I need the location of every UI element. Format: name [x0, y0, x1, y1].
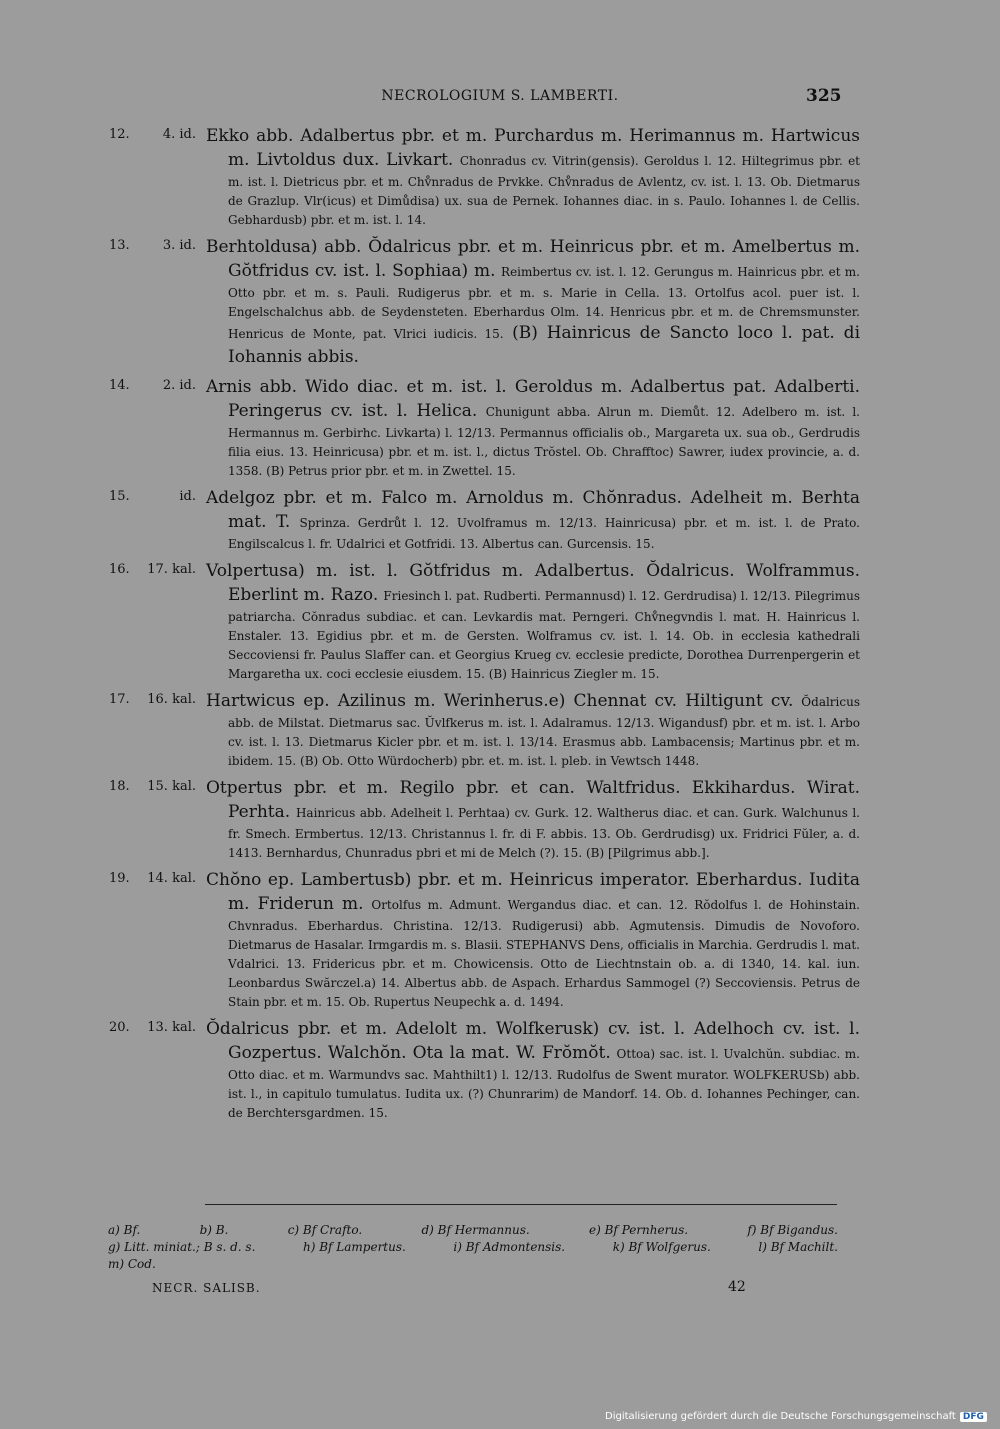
entry-number: 14. — [109, 378, 130, 393]
entry-main-names: Arnis abb. Wido diac. et m. ist. l. Geroldus m. Adalbertus pat. Adalberti. Peringerus cv. ist. l. Helica. — [206, 377, 860, 421]
entry-number: 13. — [109, 238, 130, 253]
footnotes — [108, 1222, 838, 1273]
entry-additions: Chonradus cv. Vitrin(gensis). Geroldus l. 12. Hiltegrimus pbr. et m. ist. l. Dietricus pbr. et m. Chv̊nradus de Prvkke. Chv̊nradus de Avlentz, cv. ist. l. 13. Ob. Dietmarus de Grazlup. Vlr(icus) et Dimůdisa) ux. sua de Pernek. Iohannes diac. in s. Paulo. Iohannes l. de Cellis. Gebhardusb) pbr. et m. ist. l. 14. — [228, 154, 860, 227]
entry-date: 4. id. — [162, 127, 196, 142]
footnote-divider — [205, 1204, 837, 1205]
footnote: h) Bf Lampertus. — [302, 1240, 406, 1254]
entry-text — [206, 776, 860, 862]
entry-date: 16. kal. — [147, 692, 196, 707]
entry-16 — [0, 559, 1000, 683]
entry-date: id. — [179, 489, 196, 504]
footnote: a) Bf. — [108, 1223, 141, 1237]
entry-main-names: Volpertusa) m. ist. l. Gŏtfridus m. Adalbertus. Ŏdalricus. Wolframmus. Eberlint m. Razo. — [206, 561, 860, 605]
footnote-row — [108, 1256, 838, 1273]
entry-main-names: Hartwicus ep. Azilinus m. Werinherus.e) Chennat cv. Hiltigunt cv. — [206, 691, 794, 711]
entry-12 — [0, 124, 1000, 229]
entry-date: 3. id. — [162, 238, 196, 253]
entry-later-addition: (B) Hainricus de Sancto loco l. pat. di Iohannis abbis. — [228, 323, 860, 367]
entry-number: 18. — [109, 779, 130, 794]
entry-additions: Ŏdalricus abb. de Milstat. Dietmarus sac. Ŭvlfkerus m. ist. l. Adalramus. 12/13. Wigandusf) pbr. et m. ist. l. Arbo cv. ist. l. 13. Dietmarus Kicler pbr. et m. ist. l. 13/14. Erasmus abb. Lambacensis; Martinus pbr. et m. ibidem. 15. (B) Ob. Otto Würdocherb) pbr. et. m. ist. l. pleb. in Vewtsch 1448. — [228, 695, 860, 768]
sheet-number: 42 — [728, 1279, 746, 1295]
dfg-credit-text: Digitalisierung gefördert durch die Deutsche Forschungsgemeinschaft — [605, 1411, 956, 1422]
footnote: f) Bf Bigandus. — [747, 1223, 838, 1237]
footnote: b) B. — [199, 1223, 229, 1237]
entry-text — [206, 124, 860, 229]
entry-date: 13. kal. — [147, 1020, 196, 1035]
entry-text — [206, 689, 860, 770]
entry-main-names: Berhtoldusa) abb. Ŏdalricus pbr. et m. Heinricus pbr. et m. Amelbertus m. Gŏtfridus cv. ist. l. Sophiaa) m. — [206, 237, 860, 281]
entry-main-names: Chŏno ep. Lambertusb) pbr. et m. Heinricus imperator. Eberhardus. Iudita m. Friderun m. — [206, 870, 860, 914]
footnote: m) Cod. — [108, 1257, 156, 1271]
entry-text — [206, 559, 860, 683]
page-number: 325 — [806, 86, 842, 106]
entry-text — [206, 235, 860, 369]
entry-20 — [0, 1017, 1000, 1122]
dfg-logo-icon: DFG — [960, 1412, 987, 1422]
entry-14 — [0, 375, 1000, 480]
dfg-credit — [605, 1411, 987, 1422]
entry-date: 15. kal. — [147, 779, 196, 794]
entry-date: 2. id. — [162, 378, 196, 393]
footnote: l) Bf Machilt. — [758, 1240, 838, 1254]
entry-additions: Hainricus abb. Adelheit l. Perhtaa) cv. Gurk. 12. Waltherus diac. et can. Gurk. Walchunus l. fr. Smech. Ermbertus. 12/13. Christannus l. fr. di F. abbis. 13. Ob. Gerdrudisg) ux. Fridrici Fŭler, a. d. 1413. Bernhardus, Chunradus pbri et mi de Melch (?). 15. (B) [Pilgrimus abb.]. — [228, 806, 860, 860]
entry-main-names: Adelgoz pbr. et m. Falco m. Arnoldus m. Chŏnradus. Adelheit m. Berhta mat. T. — [206, 488, 860, 532]
entry-19 — [0, 868, 1000, 1011]
footnote: g) Litt. miniat.; B s. d. s. — [108, 1240, 256, 1254]
entry-additions: Friesinch l. pat. Rudberti. Permannusd) l. 12. Gerdrudisa) l. 12/13. Pilegrimus patriarcha. Cŏnradus subdiac. et can. Levkardis mat. Perngeri. Chv̊negvndis l. mat. H. Hainricus l. Enstaler. 13. Egidius pbr. et m. de Gersten. Wolframus cv. ist. l. 14. Ob. in ecclesia kathedrali Seccoviensi fr. Paulus Slaffer can. et Georgius Krueg cv. ecclesie predicte, Dorothea Durrenpergerin et Margaretha ux. coci ecclesie eiusdem. 15. (B) Hainricus Ziegler m. 15. — [228, 589, 860, 681]
entry-text — [206, 868, 860, 1011]
entry-number: 20. — [109, 1020, 130, 1035]
entry-15 — [0, 486, 1000, 553]
entry-date: 17. kal. — [147, 562, 196, 577]
entry-additions: Chunigunt abba. Alrun m. Diemůt. 12. Adelbero m. ist. l. Hermannus m. Gerbirhc. Livkarta) l. 12/13. Permannus officialis ob., Margareta ux. sua ob., Gerdrudis filia eius. 13. Heinricusa) pbr. et m. ist. l., dictus Trŏstel. Ob. Chrafftoc) Sawrer, iudex provincie, a. d. 1358. (B) Petrus prior pbr. et m. in Zwettel. 15. — [228, 405, 860, 478]
entry-number: 17. — [109, 692, 130, 707]
entry-number: 12. — [109, 127, 130, 142]
running-title: NECROLOGIUM S. LAMBERTI. — [381, 88, 619, 104]
entry-number: 16. — [109, 562, 130, 577]
entry-additions: Reimbertus cv. ist. l. 12. Gerungus m. Hainricus pbr. et m. Otto pbr. et m. s. Pauli. Rudigerus pbr. et m. s. Marie in Cella. 13. Ortolfus acol. puer ist. l. Engelschalchus abb. de Seydensteten. Eberhardus Olm. 14. Henricus pbr. et m. de Chremsmunster. Henricus de Monte, pat. Vlrici iudicis. 15. — [228, 265, 860, 341]
entry-additions: Ortolfus m. Admunt. Wergandus diac. et can. 12. Rŏdolfus l. de Hohinstain. Chvnradus. Eberhardus. Christina. 12/13. Rudigerusi) abb. Agmutensis. Dimudis de Novoforo. Dietmarus de Hasalar. Irmgardis m. s. Blasii. STEPHANVS Dens, officialis in Marchia. Gerdrudis l. mat. Vdalrici. 13. Fridericus pbr. et m. Chowicensis. Otto de Liechtnstain ob. a. di 1340, 14. kal. iun. Leonbardus Swărczel.a) 14. Albertus abb. de Aspach. Erhardus Sammogel (?) Seccoviensis. Petrus de Stain pbr. et m. 15. Ob. Rupertus Neupechk a. d. 1494. — [228, 898, 860, 1009]
entry-text — [206, 1017, 860, 1122]
entry-additions: Ottoa) sac. ist. l. Uvalchŭn. subdiac. m. Otto diac. et m. Warmundvs sac. Mahthilt1) l. 12/13. Rudolfus de Swent murator. WOLFKERUSb) abb. ist. l., in capitulo tumulatus. Iudita ux. (?) Chunrarim) de Mandorf. 14. Ob. d. Iohannes Pechinger, can. de Berchtersgardmen. 15. — [228, 1047, 860, 1120]
printer-signature: NECR. SALISB. — [152, 1281, 261, 1295]
entry-number: 15. — [109, 489, 130, 504]
footnote: d) Bf Hermannus. — [421, 1223, 530, 1237]
footnote: e) Bf Pernherus. — [589, 1223, 689, 1237]
entry-additions: Sprinza. Gerdrůt l. 12. Uvolframus m. 12/13. Hainricusa) pbr. et m. ist. l. de Prato. Engilscalcus l. fr. Udalrici et Gotfridi. 13. Albertus can. Gurcensis. 15. — [228, 516, 860, 551]
entry-main-names: Ekko abb. Adalbertus pbr. et m. Purchardus m. Herimannus m. Hartwicus m. Livtoldus dux. Livkart. — [206, 126, 860, 170]
entry-text — [206, 486, 860, 553]
entry-18 — [0, 776, 1000, 862]
entry-main-names: Otpertus pbr. et m. Regilo pbr. et can. Waltfridus. Ekkihardus. Wirat. Perhta. — [206, 778, 860, 822]
footnote-row — [108, 1222, 838, 1239]
footnote: i) Bf Admontensis. — [453, 1240, 566, 1254]
entry-date: 14. kal. — [147, 871, 196, 886]
entry-13 — [0, 235, 1000, 369]
entry-number: 19. — [109, 871, 130, 886]
entry-17 — [0, 689, 1000, 770]
necrology-entries — [0, 124, 1000, 1128]
footnote-row — [108, 1239, 838, 1256]
footnote: k) Bf Wolfgerus. — [612, 1240, 711, 1254]
entry-main-names: Ŏdalricus pbr. et m. Adelolt m. Wolfkerusk) cv. ist. l. Adelhoch cv. ist. l. Gozpertus. Walchŏn. Ota la mat. W. Frŏmŏt. — [206, 1019, 860, 1063]
entry-text — [206, 375, 860, 480]
footnote: c) Bf Crafto. — [287, 1223, 363, 1237]
